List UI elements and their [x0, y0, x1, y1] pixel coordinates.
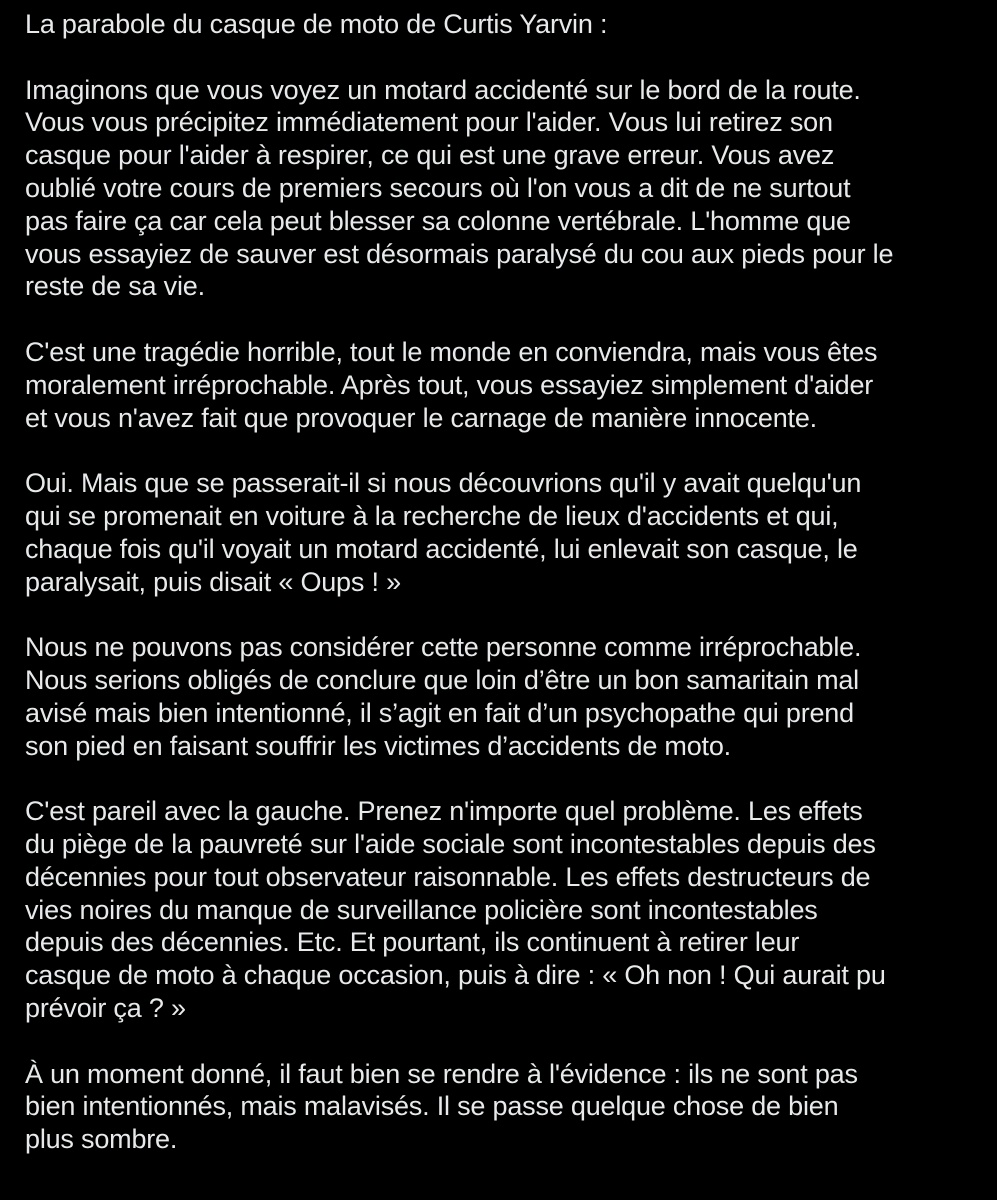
- paragraph-line: oublié votre cours de premiers secours où l'on vous a dit de ne surtout: [25, 172, 851, 203]
- paragraph-2: [25, 336, 971, 434]
- paragraph-line: décennies pour tout observateur raisonnable. Les effets destructeurs de: [25, 861, 871, 892]
- paragraph-line: vies noires du manque de surveillance policière sont incontestables: [25, 894, 818, 925]
- paragraph-1: [25, 74, 971, 304]
- paragraph-line: reste de sa vie.: [25, 271, 205, 302]
- paragraph-line: Nous ne pouvons pas considérer cette personne comme irréprochable.: [25, 632, 862, 663]
- paragraph-5: [25, 795, 971, 1025]
- paragraph-line: Vous vous précipitez immédiatement pour l'aider. Vous lui retirez son: [25, 107, 833, 138]
- paragraph-line: plus sombre.: [25, 1124, 178, 1155]
- paragraph-6: [25, 1058, 971, 1156]
- paragraph-line: C'est une tragédie horrible, tout le monde en conviendra, mais vous êtes: [25, 336, 878, 367]
- paragraph-line: bien intentionnés, mais malavisés. Il se passe quelque chose de bien: [25, 1091, 839, 1122]
- paragraph-line: À un moment donné, il faut bien se rendre à l'évidence : ils ne sont pas: [25, 1058, 858, 1089]
- paragraph-line: Oui. Mais que se passerait-il si nous découvrions qu'il y avait quelqu'un: [25, 468, 862, 499]
- paragraph-line: qui se promenait en voiture à la recherche de lieux d'accidents et qui,: [25, 500, 839, 531]
- paragraph-line: C'est pareil avec la gauche. Prenez n'importe quel problème. Les effets: [25, 796, 863, 827]
- paragraph-line: pas faire ça car cela peut blesser sa colonne vertébrale. L'homme que: [25, 205, 851, 236]
- paragraph-line: vous essayiez de sauver est désormais paralysé du cou aux pieds pour le: [25, 238, 894, 269]
- paragraph-line: moralement irréprochable. Après tout, vous essayiez simplement d'aider: [25, 369, 874, 400]
- paragraph-4: [25, 631, 971, 762]
- paragraph-line: chaque fois qu'il voyait un motard accidenté, lui enlevait son casque, le: [25, 533, 858, 564]
- paragraph-line: du piège de la pauvreté sur l'aide sociale sont incontestables depuis des: [25, 828, 876, 859]
- paragraph-line: Imaginons que vous voyez un motard accidenté sur le bord de la route.: [25, 74, 861, 105]
- paragraph-line: prévoir ça ? »: [25, 992, 186, 1023]
- paragraph-line: paralysait, puis disait « Oups ! »: [25, 566, 401, 597]
- paragraph-line: son pied en faisant souffrir les victimes d’accidents de moto.: [25, 730, 731, 761]
- paragraph-line: casque de moto à chaque occasion, puis à dire : « Oh non ! Qui aurait pu: [25, 960, 886, 991]
- paragraph-line: depuis des décennies. Etc. Et pourtant, ils continuent à retirer leur: [25, 927, 800, 958]
- paragraph-line: Nous serions obligés de conclure que loin d’être un bon samaritain mal: [25, 664, 859, 695]
- paragraph-line: et vous n'avez fait que provoquer le carnage de manière innocente.: [25, 402, 817, 433]
- paragraph-line: casque pour l'aider à respirer, ce qui est une grave erreur. Vous avez: [25, 140, 835, 171]
- paragraph-3: [25, 467, 971, 598]
- document-title: La parabole du casque de moto de Curtis Yarvin :: [25, 9, 608, 39]
- paragraph-line: avisé mais bien intentionné, il s’agit en fait d’un psychopathe qui prend: [25, 697, 854, 728]
